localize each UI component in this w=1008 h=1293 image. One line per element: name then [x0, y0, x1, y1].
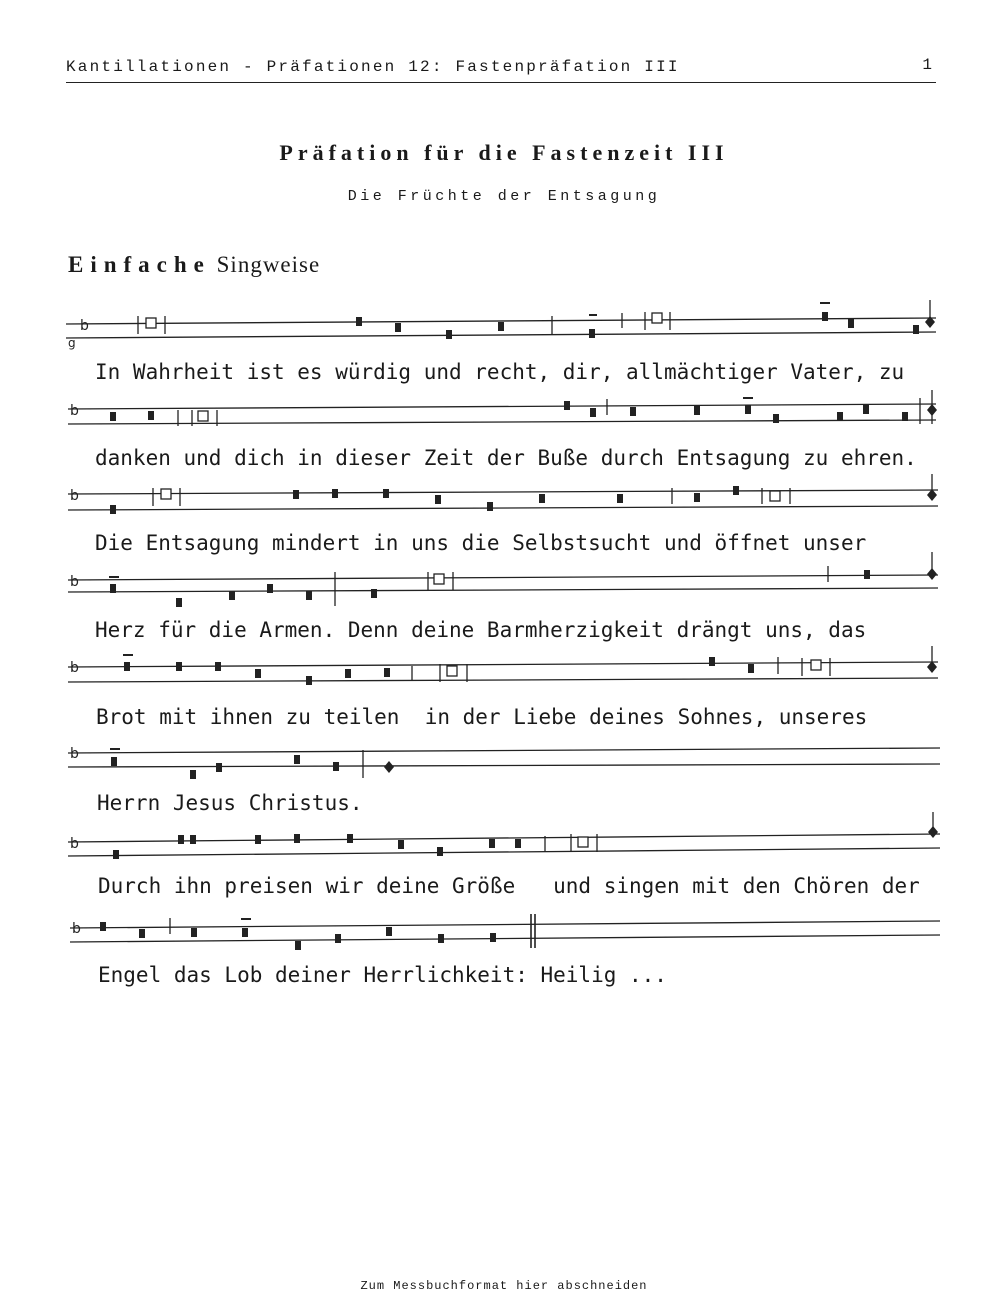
note — [589, 314, 597, 316]
note — [487, 502, 493, 511]
final-note — [927, 661, 937, 673]
reciting-note — [770, 491, 780, 501]
page-title: Präfation für die Fastenzeit III — [279, 140, 729, 165]
note — [773, 414, 779, 423]
note — [630, 407, 636, 416]
lyric-line-3: Die Entsagung mindert in uns die Selbstsucht und öffnet unser — [95, 531, 867, 555]
staff-line — [68, 764, 940, 767]
note — [190, 835, 196, 844]
note — [347, 834, 353, 843]
header-title: Kantillationen - Präfationen 12: Fastenpräfation III — [66, 58, 680, 76]
clef-symbol: g — [68, 336, 76, 350]
note — [111, 757, 117, 766]
staff-line — [68, 748, 940, 753]
flat-symbol: b — [70, 660, 79, 676]
staff-line — [68, 506, 938, 510]
note — [733, 486, 739, 495]
reciting-note — [652, 313, 662, 323]
note — [139, 929, 145, 938]
reciting-note — [146, 318, 156, 328]
note — [148, 411, 154, 420]
note — [617, 494, 623, 503]
note — [437, 847, 443, 856]
note — [371, 589, 377, 598]
flat-symbol: b — [70, 488, 79, 504]
flat-symbol: b — [70, 574, 79, 590]
note — [498, 322, 504, 331]
note — [386, 927, 392, 936]
page-subtitle: Die Früchte der Entsagung — [347, 188, 661, 205]
note — [215, 662, 221, 671]
note — [255, 669, 261, 678]
reciting-note — [198, 411, 208, 421]
note — [190, 770, 196, 779]
staff-line — [68, 834, 940, 842]
staff-line — [70, 921, 940, 928]
staff-line — [68, 490, 938, 494]
final-note — [927, 404, 937, 416]
note — [306, 676, 312, 685]
note — [306, 591, 312, 600]
note — [110, 505, 116, 514]
note — [335, 934, 341, 943]
final-note — [927, 568, 937, 580]
flat-symbol: b — [80, 318, 89, 334]
reciting-note — [811, 660, 821, 670]
final-note — [928, 826, 938, 838]
note — [435, 495, 441, 504]
staff-line — [70, 935, 940, 942]
note — [564, 401, 570, 410]
staff-line — [68, 678, 938, 682]
note — [490, 933, 496, 942]
flat-symbol: b — [72, 921, 81, 937]
section-heading-word1: Einfache — [68, 252, 211, 277]
lyric-line-1: In Wahrheit ist es würdig und recht, dir, allmächtiger Vater, zu — [95, 360, 905, 384]
note — [863, 405, 869, 414]
note — [293, 490, 299, 499]
note — [745, 405, 751, 414]
note — [822, 312, 828, 321]
note — [515, 839, 521, 848]
staff-line — [68, 404, 936, 409]
staff-line — [68, 588, 938, 592]
note — [176, 662, 182, 671]
note — [109, 576, 119, 578]
note — [864, 570, 870, 579]
note — [489, 839, 495, 848]
note — [384, 668, 390, 677]
staff-line — [68, 848, 940, 856]
note — [110, 748, 120, 750]
note — [242, 928, 248, 937]
note — [110, 584, 116, 593]
note — [332, 489, 338, 498]
section-heading-word2: Singweise — [216, 252, 321, 277]
reciting-note — [447, 666, 457, 676]
final-note — [384, 761, 394, 773]
note — [100, 922, 106, 931]
reciting-note — [578, 837, 588, 847]
lyric-line-2: danken und dich in dieser Zeit der Buße durch Entsagung zu ehren. — [95, 446, 917, 470]
staff-line — [66, 332, 936, 338]
note — [191, 928, 197, 937]
note — [110, 412, 116, 421]
note — [295, 941, 301, 950]
lyric-line-7: Durch ihn preisen wir deine Größe und singen mit den Chören der — [98, 874, 920, 898]
note — [229, 591, 235, 600]
note — [848, 319, 854, 328]
note — [345, 669, 351, 678]
note — [539, 494, 545, 503]
flat-symbol: b — [70, 403, 79, 419]
note — [590, 408, 596, 417]
note — [267, 584, 273, 593]
note — [113, 850, 119, 859]
note — [294, 834, 300, 843]
lyric-line-6: Herrn Jesus Christus. — [97, 791, 363, 815]
lyric-line-8: Engel das Lob deiner Herrlichkeit: Heilig ... — [98, 963, 667, 987]
note — [356, 317, 362, 326]
note — [255, 835, 261, 844]
note — [216, 763, 222, 772]
lyric-line-4: Herz für die Armen. Denn deine Barmherzigkeit drängt uns, das — [95, 618, 867, 642]
note — [743, 397, 753, 399]
reciting-note — [434, 574, 444, 584]
note — [446, 330, 452, 339]
note — [241, 918, 251, 920]
note — [333, 762, 339, 771]
note — [694, 406, 700, 415]
note — [123, 654, 133, 656]
note — [395, 323, 401, 332]
note — [294, 755, 300, 764]
flat-symbol: b — [70, 836, 79, 852]
note — [820, 302, 830, 304]
cut-hint-footer: Zum Messbuchformat hier abschneiden — [360, 1279, 648, 1293]
staff-line — [68, 575, 938, 580]
lyric-line-5: Brot mit ihnen zu teilen in der Liebe deines Sohnes, unseres — [96, 705, 868, 729]
staff-line — [68, 662, 938, 667]
note — [748, 664, 754, 673]
final-note — [927, 489, 937, 501]
note — [694, 493, 700, 502]
flat-symbol: b — [70, 746, 79, 762]
note — [902, 412, 908, 421]
note — [176, 598, 182, 607]
note — [438, 934, 444, 943]
page-number: 1 — [922, 56, 932, 74]
note — [589, 329, 595, 338]
reciting-note — [161, 489, 171, 499]
note — [709, 657, 715, 666]
note — [178, 835, 184, 844]
note — [383, 489, 389, 498]
note — [124, 662, 130, 671]
note — [398, 840, 404, 849]
note — [837, 412, 843, 421]
note — [913, 325, 919, 334]
